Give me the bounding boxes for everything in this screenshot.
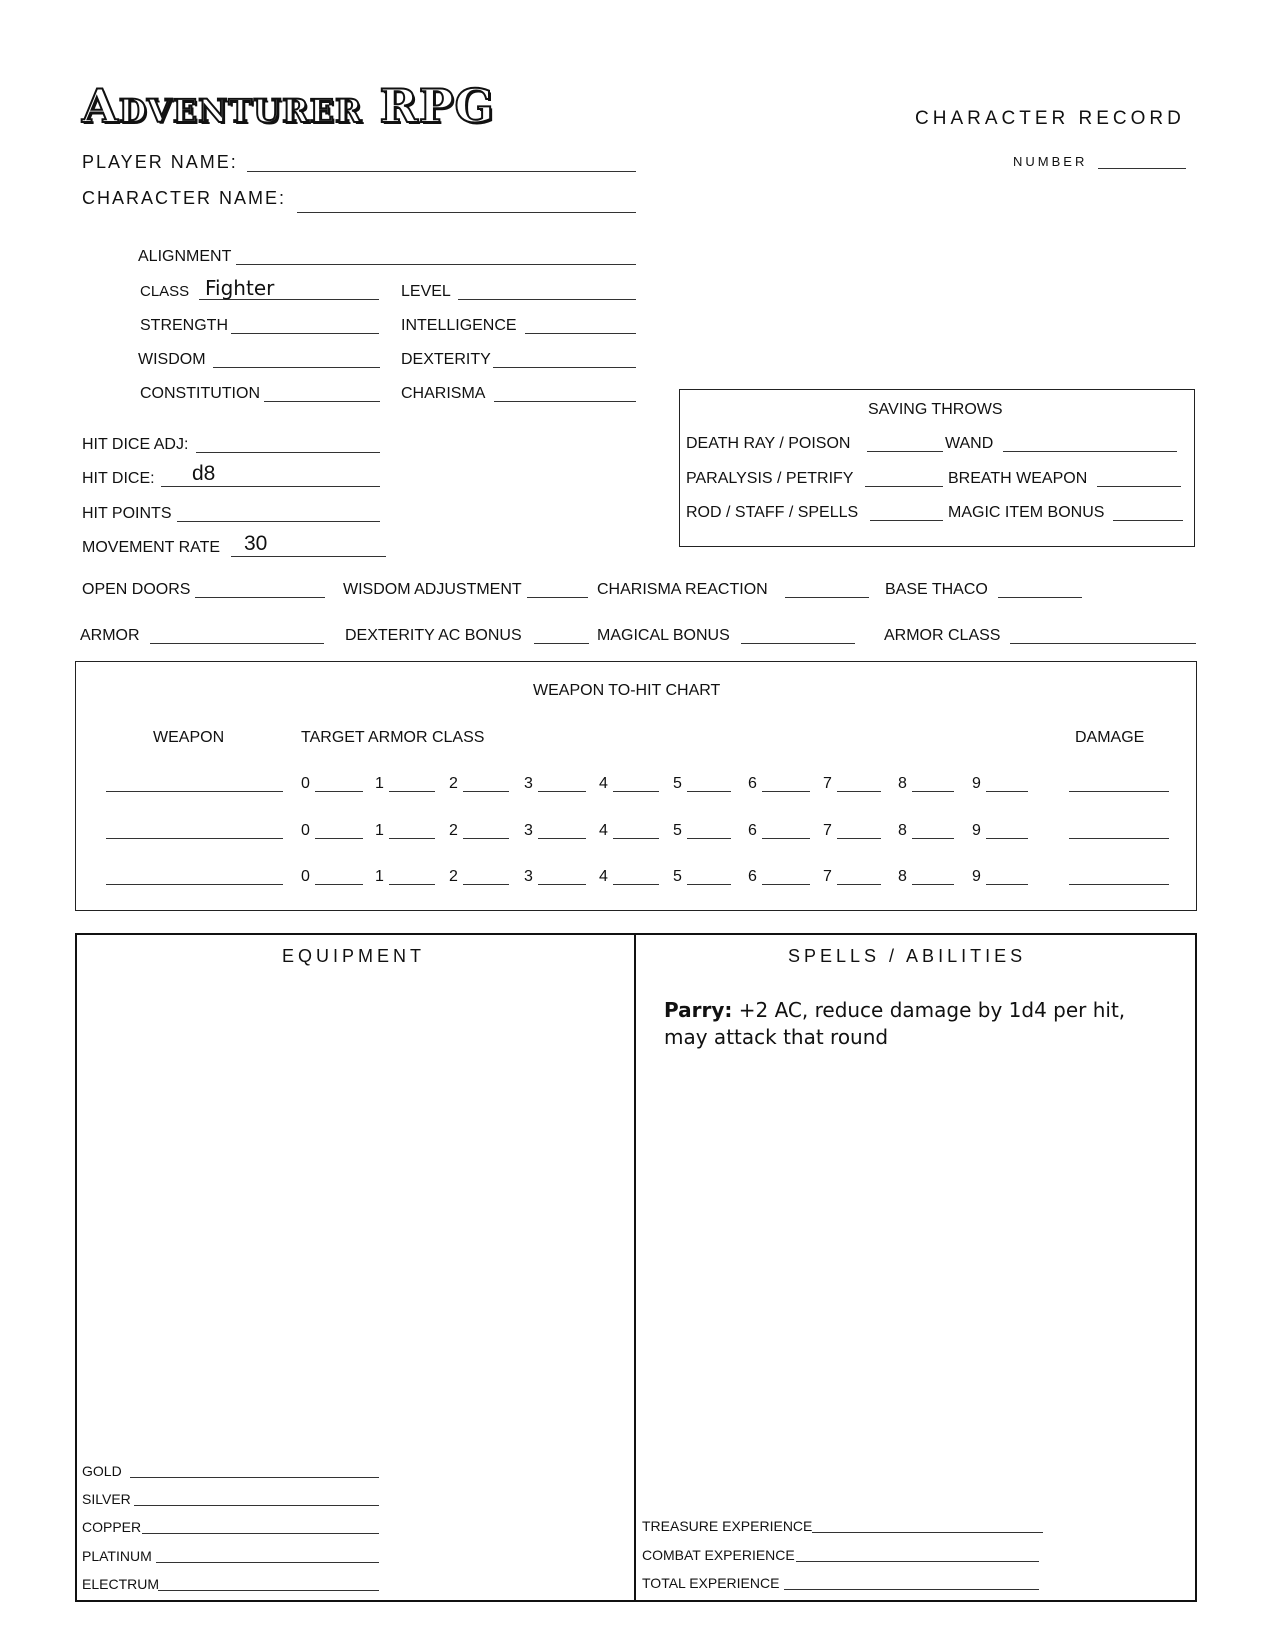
ac-label: 1 <box>375 775 384 792</box>
coin-field[interactable] <box>130 1477 379 1478</box>
rod-staff-spells-label: ROD / STAFF / SPELLS <box>686 504 859 521</box>
coin-label: SILVER <box>82 1491 131 1507</box>
ac-label: 6 <box>748 822 757 839</box>
ac-label: 5 <box>673 822 682 839</box>
column-divider <box>634 933 636 1602</box>
equipment-list[interactable] <box>82 980 622 1440</box>
to-hit-field[interactable] <box>986 791 1028 792</box>
to-hit-field[interactable] <box>912 884 954 885</box>
ac-label: 2 <box>449 775 458 792</box>
weapon-name-field[interactable] <box>106 838 283 839</box>
ac-label: 7 <box>823 775 832 792</box>
magical-bonus-field[interactable] <box>741 643 855 644</box>
to-hit-field[interactable] <box>613 791 659 792</box>
player-name-field[interactable] <box>247 171 636 172</box>
wand-label: WAND <box>945 435 994 452</box>
movement-rate-value: 30 <box>244 532 268 555</box>
to-hit-field[interactable] <box>315 838 363 839</box>
to-hit-field[interactable] <box>389 884 435 885</box>
to-hit-field[interactable] <box>687 884 731 885</box>
ac-label: 5 <box>673 868 682 885</box>
ac-label: 8 <box>898 868 907 885</box>
armor-class-label: ARMOR CLASS <box>884 627 1001 644</box>
intelligence-field[interactable] <box>525 333 636 334</box>
ac-label: 8 <box>898 822 907 839</box>
dexterity-ac-bonus-label: DEXTERITY AC BONUS <box>345 627 522 644</box>
paralysis-petrify-field[interactable] <box>865 486 943 487</box>
ac-label: 0 <box>301 868 310 885</box>
dexterity-field[interactable] <box>493 367 636 368</box>
death-ray-poison-label: DEATH RAY / POISON <box>686 435 851 452</box>
wand-field[interactable] <box>1003 451 1177 452</box>
experience-label: TOTAL EXPERIENCE <box>642 1575 780 1591</box>
character-name-label: CHARACTER NAME: <box>82 188 287 208</box>
constitution-label: CONSTITUTION <box>140 385 260 402</box>
intelligence-label: INTELLIGENCE <box>401 317 517 334</box>
base-thaco-field[interactable] <box>998 597 1082 598</box>
dexterity-label: DEXTERITY <box>401 351 491 368</box>
level-label: LEVEL <box>401 283 451 300</box>
target-ac-header: TARGET ARMOR CLASS <box>301 729 485 746</box>
ac-label: 9 <box>972 775 981 792</box>
experience-field[interactable] <box>812 1532 1043 1533</box>
ac-label: 2 <box>449 868 458 885</box>
to-hit-field[interactable] <box>837 884 881 885</box>
ac-label: 3 <box>524 822 533 839</box>
to-hit-field[interactable] <box>315 884 363 885</box>
spells-title: SPELLS / ABILITIES <box>788 946 1027 966</box>
death-ray-poison-field[interactable] <box>867 451 943 452</box>
hit-dice-value: d8 <box>192 462 216 485</box>
wisdom-label: WISDOM <box>138 351 206 368</box>
armor-class-field[interactable] <box>1010 643 1196 644</box>
to-hit-field[interactable] <box>986 884 1028 885</box>
weapon-name-field[interactable] <box>106 884 283 885</box>
movement-rate-label: MOVEMENT RATE <box>82 539 221 556</box>
to-hit-field[interactable] <box>837 838 881 839</box>
ac-label: 6 <box>748 868 757 885</box>
to-hit-field[interactable] <box>463 791 509 792</box>
breath-weapon-field[interactable] <box>1097 486 1181 487</box>
weapon-header: WEAPON <box>153 729 225 746</box>
charisma-label: CHARISMA <box>401 385 486 402</box>
alignment-field[interactable] <box>236 264 636 265</box>
strength-label: STRENGTH <box>140 317 228 334</box>
ac-label: 4 <box>599 868 608 885</box>
game-title: Adventurer RPG <box>82 79 495 133</box>
ac-label: 7 <box>823 868 832 885</box>
coin-field[interactable] <box>134 1505 379 1506</box>
character-name-field[interactable] <box>297 212 636 213</box>
to-hit-field[interactable] <box>912 838 954 839</box>
damage-field[interactable] <box>1069 791 1169 792</box>
dexterity-ac-bonus-field[interactable] <box>534 643 589 644</box>
coin-label: COPPER <box>82 1519 142 1535</box>
to-hit-field[interactable] <box>762 791 810 792</box>
coin-field[interactable] <box>156 1562 379 1563</box>
armor-label: ARMOR <box>80 627 140 644</box>
to-hit-field[interactable] <box>762 884 810 885</box>
hit-points-field[interactable] <box>177 521 380 522</box>
experience-label: COMBAT EXPERIENCE <box>642 1547 795 1563</box>
ac-label: 2 <box>449 822 458 839</box>
ac-label: 9 <box>972 868 981 885</box>
coin-field[interactable] <box>158 1590 379 1591</box>
to-hit-field[interactable] <box>762 838 810 839</box>
paralysis-petrify-label: PARALYSIS / PETRIFY <box>686 470 854 487</box>
equipment-title: EQUIPMENT <box>282 946 426 966</box>
number-field[interactable] <box>1098 168 1186 169</box>
hit-dice-label: HIT DICE: <box>82 470 155 487</box>
coin-field[interactable] <box>142 1533 379 1534</box>
ac-label: 1 <box>375 868 384 885</box>
hit-dice-adj-field[interactable] <box>196 452 380 453</box>
base-thaco-label: BASE THACO <box>885 581 988 598</box>
player-name-label: PLAYER NAME: <box>82 152 238 172</box>
ac-label: 9 <box>972 822 981 839</box>
hit-dice-field[interactable] <box>161 486 380 487</box>
to-hit-field[interactable] <box>463 884 509 885</box>
wisdom-field[interactable] <box>213 367 380 368</box>
saving-throws-title: SAVING THROWS <box>868 401 1003 418</box>
level-field[interactable] <box>458 299 636 300</box>
strength-field[interactable] <box>231 333 379 334</box>
experience-field[interactable] <box>796 1561 1039 1562</box>
open-doors-label: OPEN DOORS <box>82 581 191 598</box>
record-title: CHARACTER RECORD <box>915 108 1185 129</box>
ac-label: 0 <box>301 822 310 839</box>
coin-label: PLATINUM <box>82 1548 152 1564</box>
open-doors-field[interactable] <box>195 597 325 598</box>
to-hit-field[interactable] <box>538 838 586 839</box>
coin-label: GOLD <box>82 1463 122 1479</box>
to-hit-field[interactable] <box>912 791 954 792</box>
ac-label: 4 <box>599 822 608 839</box>
to-hit-field[interactable] <box>687 838 731 839</box>
ac-label: 3 <box>524 868 533 885</box>
hit-dice-adj-label: HIT DICE ADJ: <box>82 436 189 453</box>
rod-staff-spells-field[interactable] <box>870 520 943 521</box>
ac-label: 0 <box>301 775 310 792</box>
ac-label: 3 <box>524 775 533 792</box>
damage-field[interactable] <box>1069 838 1169 839</box>
magic-item-bonus-field[interactable] <box>1113 520 1183 521</box>
to-hit-field[interactable] <box>538 884 586 885</box>
charisma-reaction-label: CHARISMA REACTION <box>597 581 768 598</box>
spell-description: +2 AC, reduce damage by 1d4 per hit, may attack that round <box>664 998 1126 1049</box>
wisdom-adjustment-label: WISDOM ADJUSTMENT <box>343 581 522 598</box>
to-hit-field[interactable] <box>389 791 435 792</box>
number-label: NUMBER <box>1013 154 1088 169</box>
to-hit-field[interactable] <box>538 791 586 792</box>
to-hit-field[interactable] <box>389 838 435 839</box>
experience-field[interactable] <box>784 1589 1039 1590</box>
charisma-reaction-field[interactable] <box>785 597 869 598</box>
weapon-chart-title: WEAPON TO-HIT CHART <box>533 682 721 699</box>
ac-label: 7 <box>823 822 832 839</box>
magic-item-bonus-label: MAGIC ITEM BONUS <box>948 504 1105 521</box>
charisma-field[interactable] <box>494 401 636 402</box>
ac-label: 6 <box>748 775 757 792</box>
armor-field[interactable] <box>150 643 324 644</box>
damage-header: DAMAGE <box>1075 729 1145 746</box>
to-hit-field[interactable] <box>837 791 881 792</box>
to-hit-field[interactable] <box>463 838 509 839</box>
class-value: Fighter <box>205 276 275 300</box>
ac-label: 5 <box>673 775 682 792</box>
spell-entry: Parry: +2 AC, reduce damage by 1d4 per hit, may attack that round <box>664 998 1126 1049</box>
weapon-name-field[interactable] <box>106 791 283 792</box>
movement-rate-field[interactable] <box>231 556 386 557</box>
to-hit-field[interactable] <box>613 838 659 839</box>
to-hit-field[interactable] <box>687 791 731 792</box>
spell-name: Parry <box>664 998 725 1022</box>
wisdom-adjustment-field[interactable] <box>527 597 588 598</box>
class-label: CLASS <box>140 283 190 300</box>
alignment-label: ALIGNMENT <box>138 248 232 265</box>
to-hit-field[interactable] <box>613 884 659 885</box>
ac-label: 1 <box>375 822 384 839</box>
constitution-field[interactable] <box>264 401 380 402</box>
magical-bonus-label: MAGICAL BONUS <box>597 627 730 644</box>
hit-points-label: HIT POINTS <box>82 505 172 522</box>
breath-weapon-label: BREATH WEAPON <box>948 470 1088 487</box>
to-hit-field[interactable] <box>315 791 363 792</box>
coin-label: ELECTRUM <box>82 1576 160 1592</box>
damage-field[interactable] <box>1069 884 1169 885</box>
experience-label: TREASURE EXPERIENCE <box>642 1518 813 1534</box>
ac-label: 4 <box>599 775 608 792</box>
ac-label: 8 <box>898 775 907 792</box>
to-hit-field[interactable] <box>986 838 1028 839</box>
